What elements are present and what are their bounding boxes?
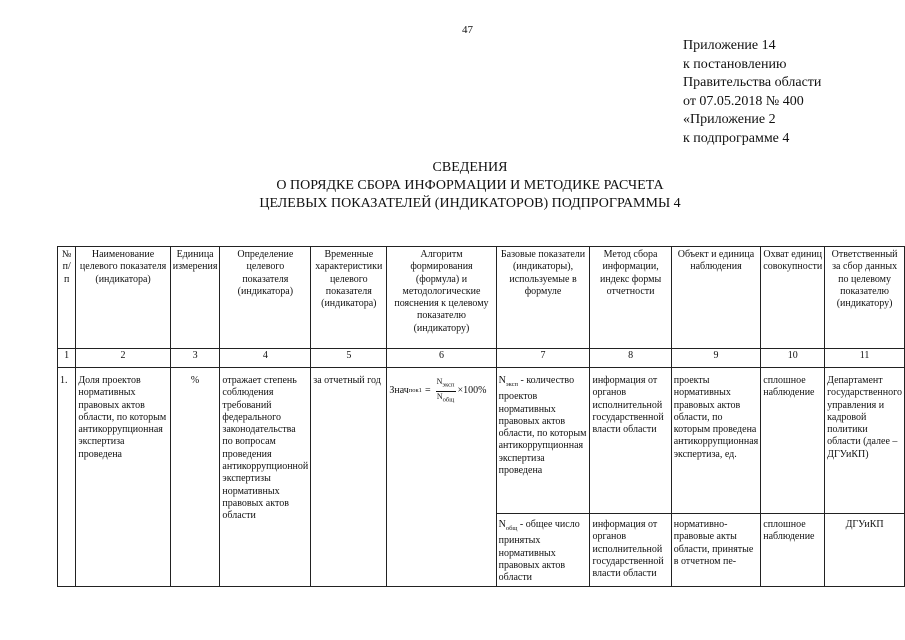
document-heading	[230, 159, 710, 213]
column-number: 7	[496, 349, 590, 368]
formula-cell	[387, 368, 496, 587]
header-cell: Базовые показатели (индикаторы), используемые в формуле	[496, 247, 590, 349]
base-text: - количество проектов нормативных правовых актов области, по которым антикоррупционная экспертиза проведена	[498, 375, 587, 477]
header-cell: Алгоритм формирования (формула) и методологические пояснения к целевому показателю (индикатору)	[387, 247, 496, 349]
header-cell: Временные характеристики целевого показателя (индикатора)	[311, 247, 387, 349]
indicator-name: Доля проектов нормативных правовых актов области, по которым антикоррупционная экспертиза проведена	[76, 368, 170, 587]
row-number: 1.	[58, 368, 76, 587]
numerator-symbol: N	[436, 377, 443, 386]
object-cell: нормативно-правовые акты области, принятые в отчетном пе-	[671, 514, 761, 587]
definition-cell: отражает степень соблюдения требований федерального законодательства по вопросам проведения антикоррупционной экспертизы нормативных правовых актов области	[220, 368, 311, 587]
column-number: 11	[825, 349, 905, 368]
heading-line: СВЕДЕНИЯ	[432, 160, 508, 175]
column-number: 3	[170, 349, 220, 368]
column-number: 10	[761, 349, 825, 368]
base-symbol: N	[498, 519, 506, 530]
appendix-line: Приложение 14	[683, 38, 776, 53]
base-sub: эксп	[505, 381, 518, 388]
formula-equals: =	[424, 384, 431, 396]
appendix-line: к подпрограмме 4	[683, 130, 790, 146]
formula-lhs-sub: пок1	[408, 386, 422, 394]
responsible-cell: Департамент государственного управления и кадровой политики области (далее – ДГУиКП)	[825, 368, 905, 514]
column-number: 4	[220, 349, 311, 368]
header-cell: № п/п	[58, 247, 76, 349]
column-number: 5	[311, 349, 387, 368]
numerator-sub: эксп	[442, 381, 455, 389]
header-cell: Ответственный за сбор данных по целевому показателю (индикатору)	[825, 247, 905, 349]
appendix-line: от 07.05.2018 № 400	[683, 93, 804, 109]
formula-numerator	[436, 377, 456, 392]
header-cell: Наименование целевого показателя (индикатора)	[76, 247, 170, 349]
denominator-sub: общ	[442, 396, 455, 404]
header-cell: Метод сбора информации, индекс формы отчетности	[590, 247, 671, 349]
method-cell: информация от органов исполнительной государственной власти области	[590, 368, 671, 514]
indicators-table	[57, 246, 905, 587]
table-row	[58, 368, 905, 514]
table-header-row	[58, 247, 905, 349]
column-number: 1	[58, 349, 76, 368]
formula-denominator	[436, 392, 455, 406]
header-cell: Охват единиц совокупности	[761, 247, 825, 349]
header-cell: Определение целевого показателя (индикатора)	[220, 247, 311, 349]
appendix-line: к постановлению	[683, 56, 787, 72]
heading-line: О ПОРЯДКЕ СБОРА ИНФОРМАЦИИ И МЕТОДИКЕ РАСЧЕТА	[276, 178, 664, 193]
coverage-cell: сплошное наблюдение	[761, 514, 825, 587]
header-cell: Единица измерения	[170, 247, 220, 349]
column-number: 8	[590, 349, 671, 368]
formula	[389, 375, 493, 405]
column-number: 2	[76, 349, 170, 368]
heading-line: ЦЕЛЕВЫХ ПОКАЗАТЕЛЕЙ (ИНДИКАТОРОВ) ПОДПРОГРАММЫ 4	[259, 196, 681, 211]
method-cell: информация от органов исполнительной государственной власти области	[590, 514, 671, 587]
base-sub: общ	[505, 525, 518, 532]
column-number: 9	[671, 349, 761, 368]
formula-fraction	[436, 377, 456, 405]
page-number: 47	[462, 24, 473, 36]
base-indicator-cell	[496, 368, 590, 514]
time-characteristic-cell: за отчетный год	[311, 368, 387, 587]
coverage-cell: сплошное наблюдение	[761, 368, 825, 514]
appendix-line: Правительства области	[683, 75, 822, 90]
denominator-symbol: N	[436, 391, 443, 401]
formula-lhs: Знач	[389, 384, 409, 396]
base-symbol: N	[498, 375, 506, 386]
header-cell: Объект и единица наблюдения	[671, 247, 761, 349]
responsible-cell: ДГУиКП	[825, 514, 905, 587]
column-number: 6	[387, 349, 496, 368]
appendix-line: «Приложение 2	[683, 112, 776, 127]
base-indicator-cell	[496, 514, 590, 587]
appendix-block	[683, 37, 821, 148]
base-text: - общее число принятых нормативных правовых актов области	[498, 519, 580, 584]
object-cell: проекты нормативных правовых актов области, по которым проведена антикоррупционная экспертиза, ед.	[671, 368, 761, 514]
unit-cell: %	[170, 368, 220, 587]
formula-tail: ×100%	[457, 384, 487, 396]
column-number-row	[58, 349, 905, 368]
